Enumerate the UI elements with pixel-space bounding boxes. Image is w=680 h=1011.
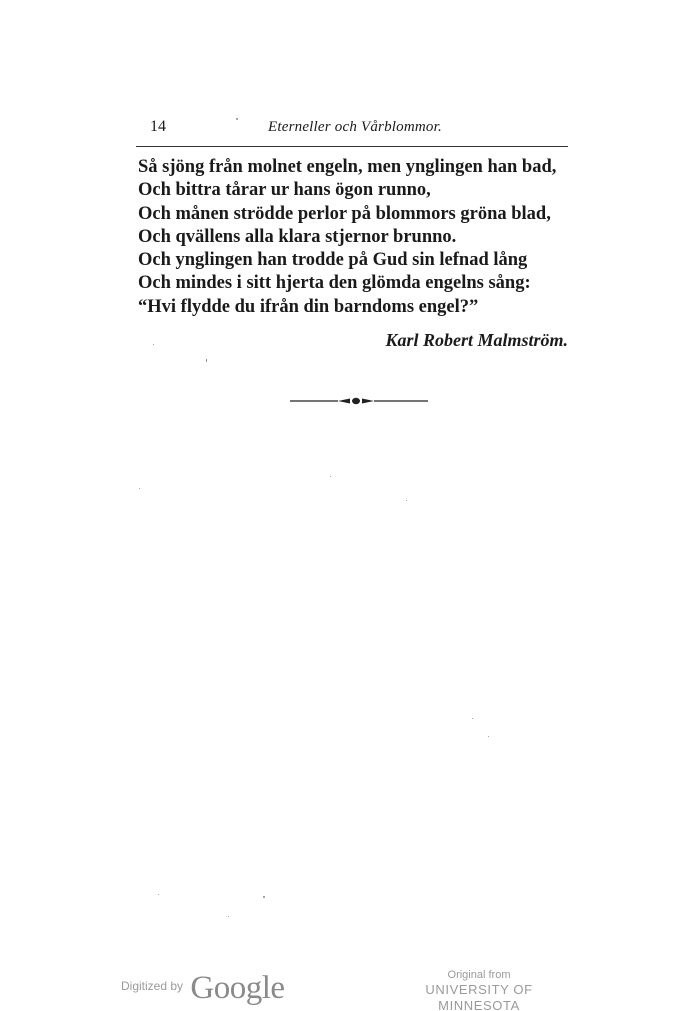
original-from-label: Original from <box>447 969 511 981</box>
paper-speck <box>406 500 407 501</box>
google-logo: Google <box>190 970 285 1006</box>
digitized-label: Digitized by <box>121 979 184 993</box>
paper-speck <box>330 476 331 477</box>
poem-line: Och qvällens alla klara stjernor brunno. <box>138 226 457 247</box>
author-signature: Karl Robert Malmström. <box>385 330 568 350</box>
paper-speck <box>263 896 265 898</box>
paper-speck <box>228 916 229 917</box>
ornament-divider-icon <box>290 396 430 406</box>
paper-speck <box>153 344 154 345</box>
paper-speck <box>472 718 473 719</box>
poem-line: Och mindes i sitt hjerta den glömda engelns sång: <box>138 273 531 294</box>
digitized-by-watermark <box>121 970 285 1007</box>
paper-speck <box>236 118 238 120</box>
poem-line: Och ynglingen han trodde på Gud sin lefnad lång <box>138 250 528 271</box>
poem-line: Och månen strödde perlor på blommors gröna blad, <box>138 203 551 224</box>
paper-speck <box>158 894 159 895</box>
original-from-watermark <box>384 968 574 1011</box>
library-name: UNIVERSITY OF MINNESOTA <box>425 982 533 1011</box>
running-title: Eterneller och Vårblommor. <box>268 119 442 135</box>
poem-line: “Hvi flydde du ifrån din barndoms engel?” <box>138 296 479 317</box>
paper-speck <box>139 488 140 489</box>
paper-speck <box>206 359 207 362</box>
poem-line: Så sjöng från molnet engeln, men ynglingen han bad, <box>138 157 557 177</box>
paper-speck <box>488 736 489 737</box>
page-number: 14 <box>150 118 166 135</box>
poem-line: Och bittra tårar ur hans ögon runno, <box>138 180 431 201</box>
header-rule <box>136 146 568 147</box>
poem-text <box>138 156 578 319</box>
